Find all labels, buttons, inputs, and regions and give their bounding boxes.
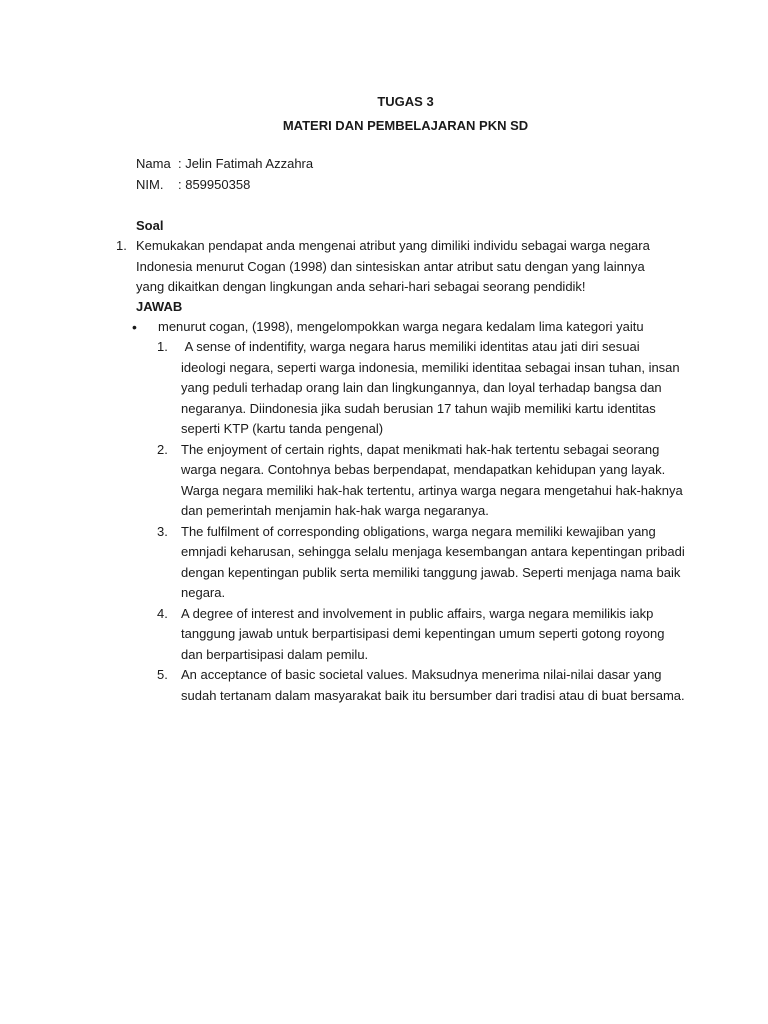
name-row xyxy=(136,154,313,175)
answer-number: 5. xyxy=(157,667,168,682)
answer-item-4 xyxy=(157,604,687,666)
answer-text: A sense of indentifity, warga negara harus memiliki identitas atau jati diri sesuai ideologi negara, seperti warga indonesia, memiliki identitaa sebagai insan tuhan, insan yang peduli terhadap orang lain dan lingkungannya, dan loyal terhadap bangsa dan negaranya. Diindonesia jika sudah berusian 17 tahun wajib memiliki kartu identitas seperti KTP (kartu tanda pengenal) xyxy=(181,339,684,436)
answer-text: The enjoyment of certain rights, dapat menikmati hak-hak tertentu sebagai seorang warga negara. Contohnya bebas berpendapat, mendapatkan kehidupan yang layak. Warga negara memiliki hak-hak tertentu, artinya warga negara mengetahui hak-haknya dan pemerintah menjamin hak-hak warga negaranya. xyxy=(181,441,683,518)
answer-item-2 xyxy=(157,440,687,522)
answer-text: A degree of interest and involvement in public affairs, warga negara memilikis iakp tanggung jawab untuk berpartisipasi demi kepentingan umum seperti gotong royong dan berpartisipasi dalam pemilu. xyxy=(181,605,665,662)
answer-number: 2. xyxy=(157,441,168,457)
answer-item-3 xyxy=(157,522,687,604)
question-item xyxy=(116,236,656,298)
name-value: : Jelin Fatimah Azzahra xyxy=(178,156,314,171)
answer-number: 1. xyxy=(157,339,168,354)
question-text: Kemukakan pendapat anda mengenai atribut yang dimiliki individu sebagai warga negara Indonesia menurut Cogan (1998) dan sintesiskan antar atribut satu dengan yang lainnya yang dikaitkan dengan lingkungan anda sehari-hari sebagai seorang pendidik! xyxy=(136,238,650,294)
jawab-heading: JAWAB xyxy=(136,299,183,314)
soal-heading: Soal xyxy=(136,218,164,233)
document-title: TUGAS 3 xyxy=(377,94,434,109)
answer-intro-text: menurut cogan, (1998), mengelompokkan warga negara kedalam lima kategori yaitu xyxy=(158,319,644,334)
answer-intro xyxy=(132,317,672,338)
nim-label: NIM. xyxy=(136,177,164,192)
question-number: 1. xyxy=(116,238,127,253)
bullet-icon: • xyxy=(132,319,137,335)
student-identity xyxy=(136,154,313,196)
nim-value: : 859950358 xyxy=(178,177,251,192)
name-label: Nama xyxy=(136,156,171,171)
answer-item-1 xyxy=(157,337,687,440)
document-subtitle: MATERI DAN PEMBELAJARAN PKN SD xyxy=(282,118,529,133)
answer-number: 4. xyxy=(157,605,168,621)
answer-text: The fulfilment of corresponding obligations, warga negara memiliki kewajiban yang emnjadi keharusan, sehingga selalu menjaga kesembangan antara kepentingan pribadi dengan kepentingan publik serta memiliki tanggung jawab. Seperti menjaga nama baik negara. xyxy=(181,523,685,600)
answer-list xyxy=(157,337,687,706)
answer-text: An acceptance of basic societal values. Maksudnya menerima nilai-nilai dasar yang sudah tertanam dalam masyarakat baik itu bersumber dari tradisi atau di buat bersama. xyxy=(181,667,685,703)
answer-number: 3. xyxy=(157,523,168,539)
answer-item-5 xyxy=(157,665,687,706)
nim-row xyxy=(136,175,313,196)
